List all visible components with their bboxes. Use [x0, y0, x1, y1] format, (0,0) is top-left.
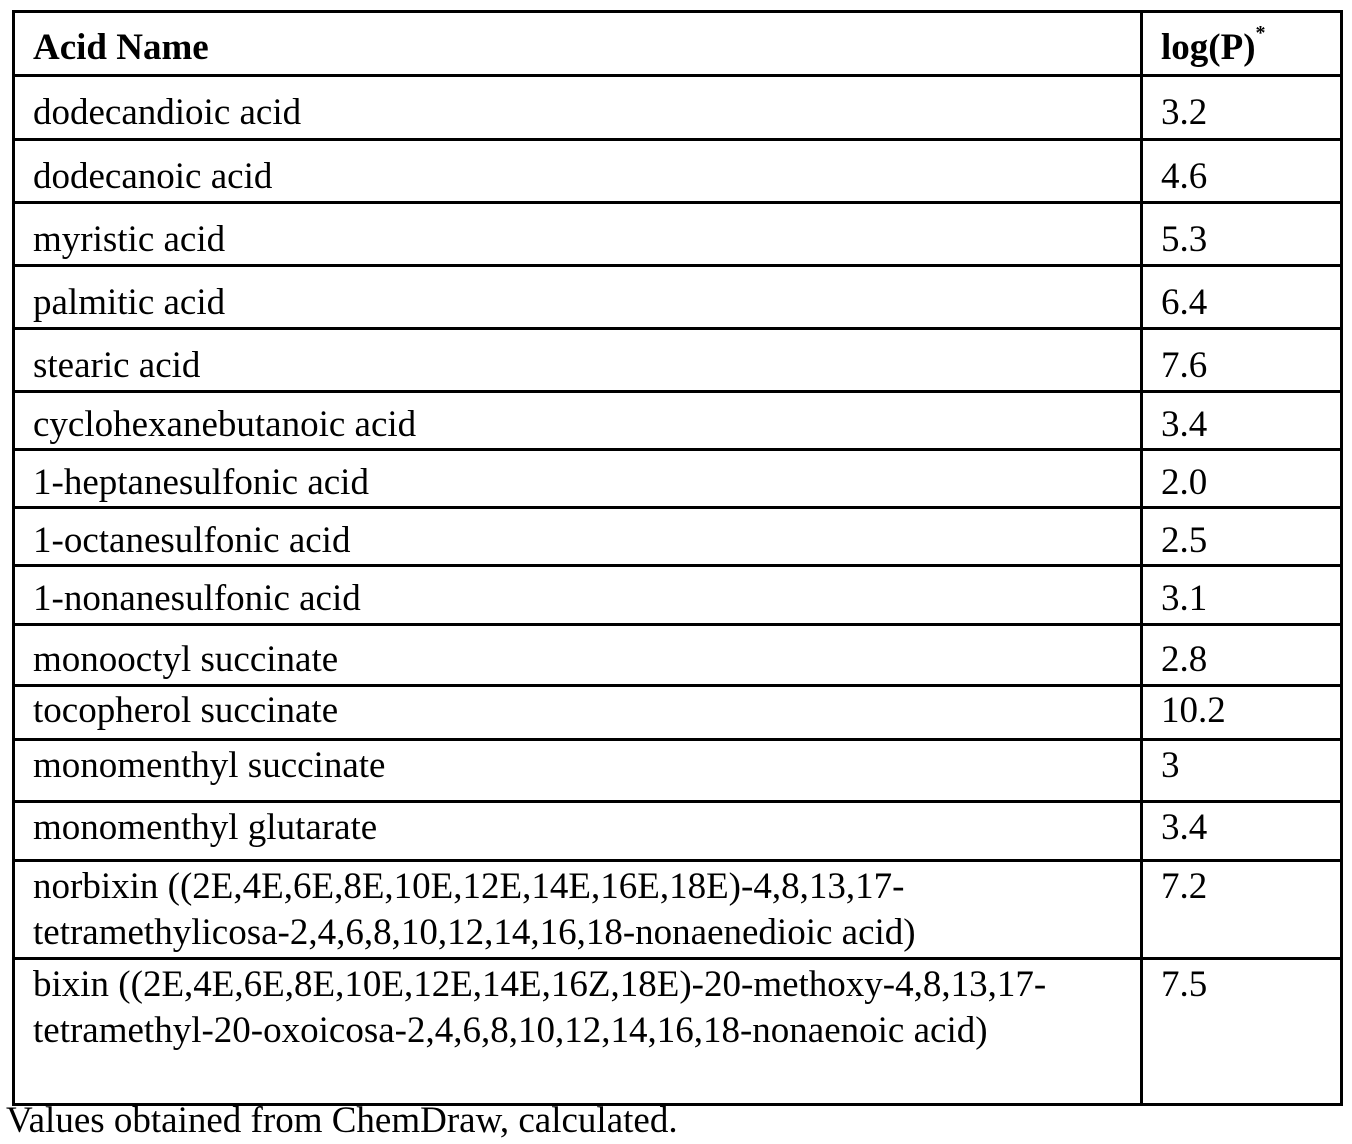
acid-logp-table [12, 10, 1343, 1106]
logp-cell: 5.3 [1142, 203, 1342, 266]
header-logp-footnote-mark: * [1255, 22, 1266, 44]
acid-name-cell: dodecanoic acid [14, 140, 1142, 203]
table-header-row [14, 12, 1342, 76]
table-row [14, 566, 1342, 624]
logp-cell: 2.8 [1142, 624, 1342, 685]
logp-cell: 7.2 [1142, 860, 1342, 958]
logp-cell: 7.5 [1142, 958, 1342, 1104]
table-row [14, 624, 1342, 685]
acid-name-cell: 1-nonanesulfonic acid [14, 566, 1142, 624]
table-row [14, 860, 1342, 958]
acid-name-cell: myristic acid [14, 203, 1142, 266]
logp-cell: 2.5 [1142, 508, 1342, 566]
logp-cell: 7.6 [1142, 329, 1342, 391]
table-row [14, 140, 1342, 203]
acid-name-cell: 1-octanesulfonic acid [14, 508, 1142, 566]
logp-cell: 3.2 [1142, 76, 1342, 140]
table-row [14, 508, 1342, 566]
table-row [14, 449, 1342, 507]
table-row [14, 203, 1342, 266]
header-acid-name: Acid Name [14, 12, 1142, 76]
acid-name-cell: palmitic acid [14, 266, 1142, 329]
table-row [14, 685, 1342, 739]
logp-cell: 3.1 [1142, 566, 1342, 624]
header-logp [1142, 12, 1342, 76]
acid-name-cell: tocopherol succinate [14, 685, 1142, 739]
logp-cell: 2.0 [1142, 449, 1342, 507]
table-row [14, 391, 1342, 449]
acid-name-cell: norbixin ((2E,4E,6E,8E,10E,12E,14E,16E,18E)-4,8,13,17-tetramethylicosa-2,4,6,8,10,12,14,16,18-nonaenedioic acid) [14, 860, 1142, 958]
table-row [14, 266, 1342, 329]
logp-cell: 3.4 [1142, 801, 1342, 860]
acid-name-cell: monomenthyl succinate [14, 739, 1142, 801]
header-logp-label: log(P) [1161, 27, 1256, 68]
logp-cell: 4.6 [1142, 140, 1342, 203]
table-row [14, 76, 1342, 140]
acid-name-cell: monomenthyl glutarate [14, 801, 1142, 860]
table-row [14, 739, 1342, 801]
acid-name-cell: cyclohexanebutanoic acid [14, 391, 1142, 449]
acid-name-cell: bixin ((2E,4E,6E,8E,10E,12E,14E,16Z,18E)-20-methoxy-4,8,13,17-tetramethyl-20-oxoicosa-2,4,6,8,10,12,14,16,18-nonaenoic acid) [14, 958, 1142, 1104]
table-row [14, 329, 1342, 391]
logp-cell: 3 [1142, 739, 1342, 801]
table-footnote: Values obtained from ChemDraw, calculated. [6, 1100, 678, 1141]
table-row [14, 958, 1342, 1104]
table-body [14, 76, 1342, 1104]
acid-name-cell: 1-heptanesulfonic acid [14, 449, 1142, 507]
acid-name-cell: monooctyl succinate [14, 624, 1142, 685]
logp-cell: 6.4 [1142, 266, 1342, 329]
acid-name-cell: dodecandioic acid [14, 76, 1142, 140]
acid-name-cell: stearic acid [14, 329, 1142, 391]
table-row [14, 801, 1342, 860]
logp-cell: 10.2 [1142, 685, 1342, 739]
logp-cell: 3.4 [1142, 391, 1342, 449]
